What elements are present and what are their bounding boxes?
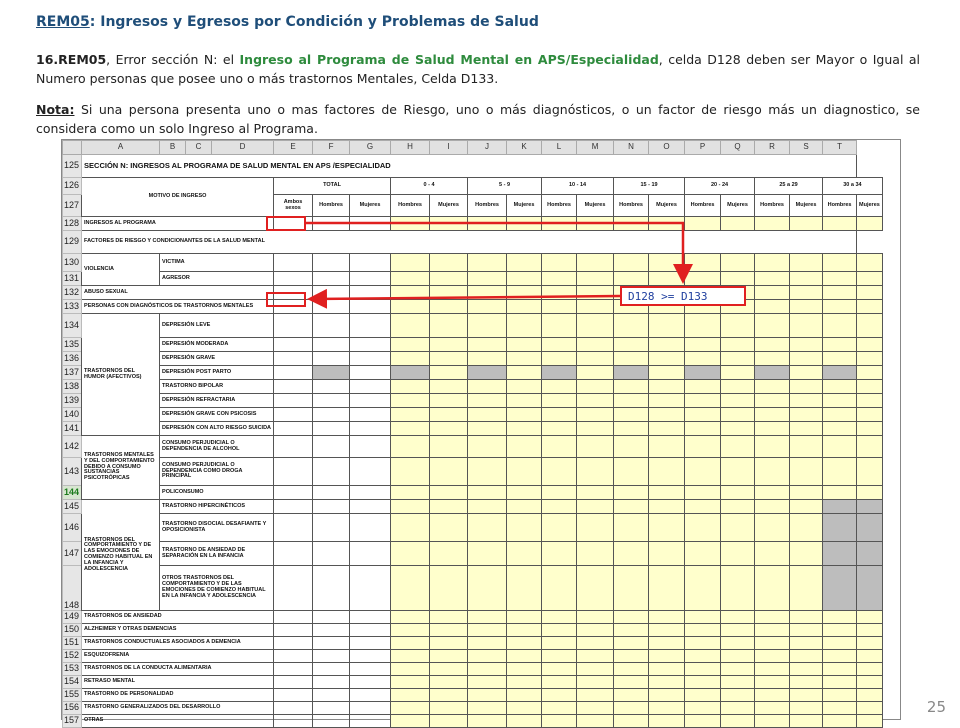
d128-highlight (266, 216, 306, 231)
row-label: AGRESOR (160, 272, 274, 286)
col-letter: N (614, 141, 649, 155)
row-number: 134 (63, 314, 82, 338)
row-number: 132 (63, 286, 82, 300)
col-letter: T (823, 141, 857, 155)
row-number: 125 (63, 155, 82, 178)
item-number: 16. (36, 52, 59, 67)
row-number: 145 (63, 500, 82, 514)
row-label: CONSUMO PERJUDICIAL O DEPENDENCIA COMO DROGA PRINCIPAL (160, 458, 274, 486)
row-label: TRASTORNO DE ANSIEDAD DE SEPARACIÓN EN LA INFANCIA (160, 542, 274, 566)
col-letter: K (507, 141, 542, 155)
row-number: 127 (63, 195, 82, 217)
col-letter: F (313, 141, 350, 155)
row-number: 140 (63, 408, 82, 422)
row-label: ESQUIZOFRENIA (82, 650, 274, 663)
age-group-header: 10 - 14 (542, 178, 614, 195)
row-number: 157 (63, 715, 82, 728)
hombres-header: Hombres (391, 195, 430, 217)
hombres-header: Hombres (468, 195, 507, 217)
mujeres-header: Mujeres (350, 195, 391, 217)
row-label: OTROS TRASTORNOS DEL COMPORTAMIENTO Y DE LAS EMOCIONES DE COMIENZO HABITUAL EN LA INFANCIA Y ADOLESCENCIA (160, 566, 274, 611)
data-row (63, 624, 883, 637)
row-label: VICTIMA (160, 254, 274, 272)
row-label: TRASTORNOS DE LA CONDUCTA ALIMENTARIA (82, 663, 274, 676)
data-row (63, 458, 883, 486)
d133-highlight (266, 292, 306, 307)
row-label: PERSONAS CON DIAGNÓSTICOS DE TRASTORNOS MENTALES (82, 300, 274, 314)
spreadsheet-image (61, 139, 901, 726)
data-row (63, 650, 883, 663)
row-label: POLICONSUMO (160, 486, 274, 500)
col-letter: H (391, 141, 430, 155)
data-row (63, 500, 883, 514)
age-group-header: 30 a 34 (823, 178, 883, 195)
mujeres-header: Mujeres (721, 195, 755, 217)
row-label: DEPRESIÓN CON ALTO RIESGO SUICIDA (160, 422, 274, 436)
total-header: TOTAL (274, 178, 391, 195)
row-label: TRASTORNO DE PERSONALIDAD (82, 689, 274, 702)
annotation-note: D128 >= D133 (620, 286, 746, 306)
data-row (63, 408, 883, 422)
row-number: 137 (63, 366, 82, 380)
row-number: 129 (63, 231, 82, 254)
data-row (63, 676, 883, 689)
hombres-header: Hombres (685, 195, 721, 217)
col-letter: Q (721, 141, 755, 155)
age-header-row (63, 178, 883, 195)
row-number: 141 (63, 422, 82, 436)
row-number: 144 (63, 486, 82, 500)
rem-table (62, 140, 883, 728)
row-number: 151 (63, 637, 82, 650)
data-row (63, 314, 883, 338)
nota-paragraph (36, 100, 920, 138)
row-label: DEPRESIÓN GRAVE CON PSICOSIS (160, 408, 274, 422)
nota-label: Nota: (36, 102, 75, 117)
item-text-1: , Error sección N: el (106, 52, 240, 67)
row-number: 138 (63, 380, 82, 394)
row-label: ABUSO SEXUAL (82, 286, 274, 300)
row-number: 152 (63, 650, 82, 663)
row-label: TRASTORNO HIPERCINÉTICOS (160, 500, 274, 514)
item-text-2: , celda D128 deben ser Mayor o Igual al Numero personas que posee uno o más trastornos Mentales, Celda D133. (36, 52, 920, 86)
data-row (63, 366, 883, 380)
row-label: DEPRESIÓN GRAVE (160, 352, 274, 366)
age-group-header: 20 - 24 (685, 178, 755, 195)
row-number: 154 (63, 676, 82, 689)
row-label: TRASTORNOS CONDUCTUALES ASOCIADOS A DEMENCIA (82, 637, 274, 650)
row-number: 156 (63, 702, 82, 715)
col-letter: A (82, 141, 160, 155)
row-label: DEPRESIÓN POST PARTO (160, 366, 274, 380)
row-number: 155 (63, 689, 82, 702)
ingresos-row (63, 217, 883, 231)
data-row (63, 542, 883, 566)
section-title: SECCIÓN N: INGRESOS AL PROGRAMA DE SALUD MENTAL EN APS /ESPECIALIDAD (82, 155, 857, 178)
row-number: 130 (63, 254, 82, 272)
row-label: TRASTORNO BIPOLAR (160, 380, 274, 394)
mujeres-header: Mujeres (649, 195, 685, 217)
row-number: 148 (63, 566, 82, 611)
item-paragraph (36, 50, 920, 88)
data-row (63, 380, 883, 394)
row-number: 131 (63, 272, 82, 286)
row-label: CONSUMO PERJUDICIAL O DEPENDENCIA DE ALCOHOL (160, 436, 274, 458)
row-label: FACTORES DE RIESGO Y CONDICIONANTES DE LA SALUD MENTAL (82, 231, 857, 254)
data-row (63, 286, 883, 300)
row-number: 126 (63, 178, 82, 195)
age-group-header: 5 - 9 (468, 178, 542, 195)
title-code: REM05 (36, 14, 90, 30)
section-title-row (63, 155, 883, 178)
col-letter: J (468, 141, 507, 155)
col-letter: S (790, 141, 823, 155)
data-row (63, 514, 883, 542)
mujeres-header: Mujeres (507, 195, 542, 217)
col-letter: L (542, 141, 577, 155)
row-number: 147 (63, 542, 82, 566)
hombres-header: Hombres (542, 195, 577, 217)
col-letter: D (212, 141, 274, 155)
row-number: 128 (63, 217, 82, 231)
row-label: RETRASO MENTAL (82, 676, 274, 689)
col-letter: E (274, 141, 313, 155)
page-number: 25 (926, 698, 946, 716)
age-group-header: 15 - 19 (614, 178, 685, 195)
row-label: ALZHEIMER Y OTRAS DEMENCIAS (82, 624, 274, 637)
data-row (63, 352, 883, 366)
title-text: : Ingresos y Egresos por Condición y Problemas de Salud (89, 14, 539, 30)
data-row (63, 715, 883, 728)
factores-row (63, 231, 883, 254)
col-letter: C (186, 141, 212, 155)
row-label: DEPRESIÓN MODERADA (160, 338, 274, 352)
hombres-header: Hombres (823, 195, 857, 217)
data-row (63, 663, 883, 676)
personas-row (63, 300, 883, 314)
column-letters-row (63, 141, 883, 155)
row-label: TRASTORNO GENERALIZADOS DEL DESARROLLO (82, 702, 274, 715)
row-label: DEPRESIÓN REFRACTARIA (160, 394, 274, 408)
age-group-header: 25 a 29 (755, 178, 823, 195)
mujeres-header: Mujeres (430, 195, 468, 217)
item-code: REM05 (58, 52, 107, 67)
row-number: 142 (63, 436, 82, 458)
col-letter: O (649, 141, 685, 155)
mujeres-header: Mujeres (857, 195, 883, 217)
row-number: 150 (63, 624, 82, 637)
row-number: 149 (63, 611, 82, 624)
row-number: 133 (63, 300, 82, 314)
row-number: 139 (63, 394, 82, 408)
data-row (63, 436, 883, 458)
col-letter: G (350, 141, 391, 155)
data-row (63, 611, 883, 624)
col-letter: R (755, 141, 790, 155)
row-number: 153 (63, 663, 82, 676)
group-label: TRASTORNOS DEL COMPORTAMIENTO Y DE LAS EMOCIONES DE COMIENZO HABITUAL EN LA INFANCIA Y ADOLESCENCIA (82, 500, 160, 611)
item-highlight: Ingreso al Programa de Salud Mental en APS/Especialidad (239, 52, 659, 67)
data-row (63, 637, 883, 650)
slide-title (36, 14, 539, 30)
row-label: OTRAS (82, 715, 274, 728)
hombres-header: Hombres (313, 195, 350, 217)
data-row (63, 702, 883, 715)
ambos-header: Ambos sexos (274, 195, 313, 217)
data-row (63, 338, 883, 352)
motivo-header: MOTIVO DE INGRESO (82, 178, 274, 217)
data-row (63, 254, 883, 272)
row-label: TRASTORNO DISOCIAL DESAFIANTE Y OPOSICIONISTA (160, 514, 274, 542)
row-label: DEPRESIÓN LEVE (160, 314, 274, 338)
data-row (63, 486, 883, 500)
nota-text: Si una persona presenta uno o mas factores de Riesgo, uno o más diagnósticos, o un factor de riesgo más un diagnostico, se considera como un solo Ingreso al Programa. (36, 102, 920, 136)
mujeres-header: Mujeres (577, 195, 614, 217)
col-letter: P (685, 141, 721, 155)
data-row (63, 689, 883, 702)
hombres-header: Hombres (755, 195, 790, 217)
row-label: TRASTORNOS DE ANSIEDAD (82, 611, 274, 624)
data-row (63, 394, 883, 408)
row-number: 146 (63, 514, 82, 542)
group-label: TRASTORNOS MENTALES Y DEL COMPORTAMIENTO DEBIDO A CONSUMO SUSTANCIAS PSICOTRÓPICAS (82, 436, 160, 500)
data-row (63, 566, 883, 611)
data-row (63, 422, 883, 436)
age-group-header: 0 - 4 (391, 178, 468, 195)
mujeres-header: Mujeres (790, 195, 823, 217)
col-letter: B (160, 141, 186, 155)
hombres-header: Hombres (614, 195, 649, 217)
col-letter: I (430, 141, 468, 155)
group-label: VIOLENCIA (82, 254, 160, 286)
col-letter: M (577, 141, 614, 155)
data-row (63, 272, 883, 286)
row-number: 143 (63, 458, 82, 486)
row-label: INGRESOS AL PROGRAMA (82, 217, 274, 231)
row-number: 136 (63, 352, 82, 366)
row-number: 135 (63, 338, 82, 352)
group-label: TRASTORNOS DEL HUMOR (AFECTIVOS) (82, 314, 160, 436)
